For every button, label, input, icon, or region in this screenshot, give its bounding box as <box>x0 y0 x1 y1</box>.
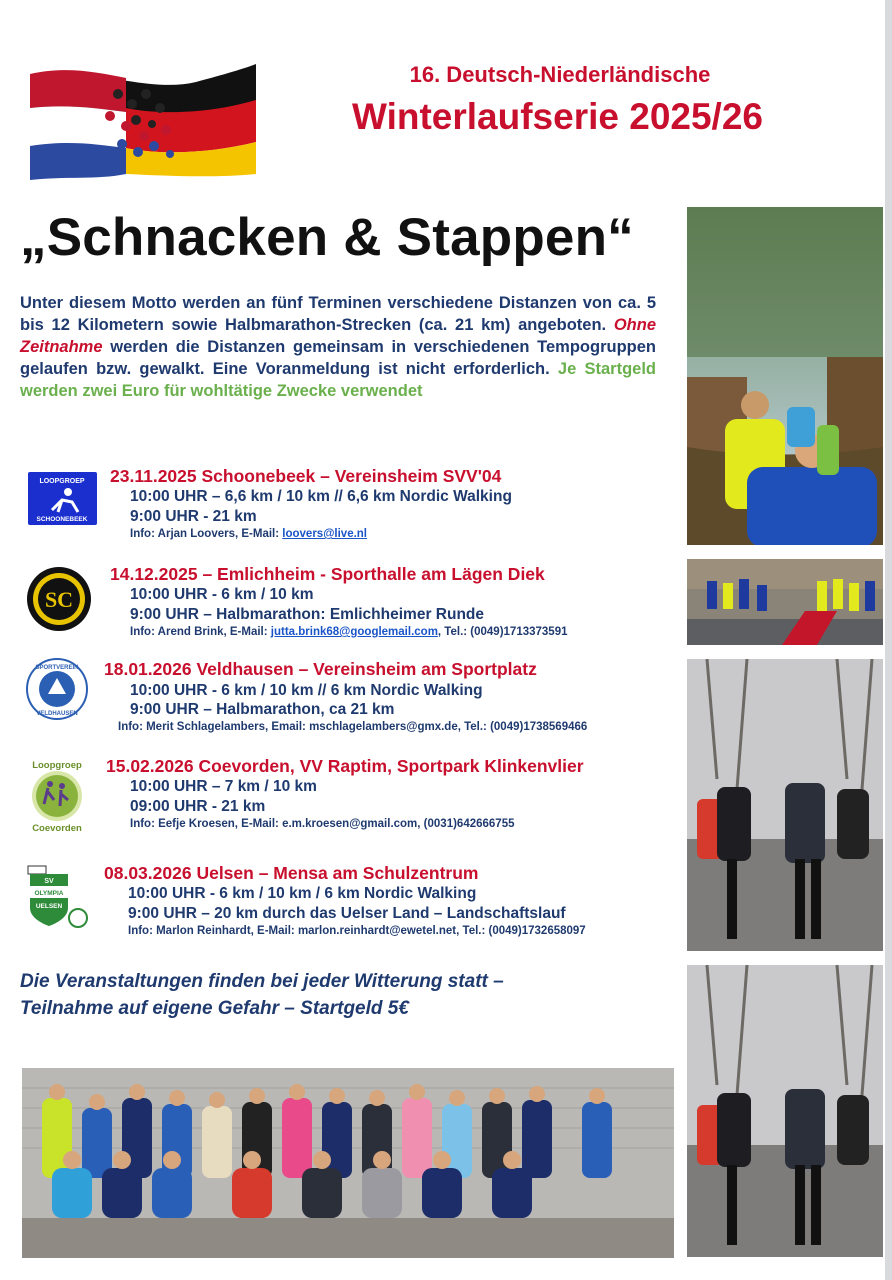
event-1-email-link[interactable]: loovers@live.nl <box>282 528 367 540</box>
runner-icon <box>28 472 97 525</box>
intro-highlight-charity: Je Startgeld werden zwei Euro für wohltätige Zwecke verwendet <box>20 360 656 400</box>
logo3-top-text: SPORTVEREIN <box>35 665 79 671</box>
logo3-bottom-text: VELDHAUSEN <box>36 711 78 717</box>
event-1-info <box>130 528 367 540</box>
intro-text-2: werden die Distanzen gemeinsam in verschiedenen Tempogruppen gelaufen bzw. gewalkt. Eine Voranmeldung ist nicht erforderlich. <box>20 338 656 378</box>
photo-group <box>22 1068 674 1258</box>
closing-line-2: Teilnahme auf eigene Gefahr – Startgeld 5€ <box>20 998 409 1019</box>
event-3-line-2: 9:00 UHR – Halbmarathon, ca 21 km <box>130 701 395 718</box>
logo1-top-text: LOOPGROEP <box>39 478 85 485</box>
closing-line-1: Die Veranstaltungen finden bei jeder Witterung statt – <box>20 971 504 992</box>
event-2-title: 14.12.2025 – Emlichheim - Sporthalle am Lägen Diek <box>110 564 545 584</box>
photo-foggy-run <box>687 659 883 951</box>
event-5-line-1: 10:00 UHR - 6 km / 10 km / 6 km Nordic Walking <box>128 885 477 902</box>
event-5-info: Info: Marlon Reinhardt, E-Mail: marlon.reinhardt@ewetel.net, Tel.: (0049)1732658097 <box>128 925 586 937</box>
logo2-text: SC <box>44 587 74 612</box>
series-subtitle: 16. Deutsch-Niederländische <box>409 62 711 87</box>
event-1-info-text: Info: Arjan Loovers, E-Mail: <box>130 528 283 540</box>
event-2-info <box>130 626 568 638</box>
logo5-top-text: SV <box>44 878 54 885</box>
event-4-title: 15.02.2026 Coevorden, VV Raptim, Sportpark Klinkenvlier <box>106 756 584 776</box>
logo-sv-olympia-uelsen <box>24 864 90 940</box>
event-3-line-1: 10:00 UHR - 6 km / 10 km // 6 km Nordic Walking <box>130 682 483 699</box>
series-title: Winterlaufserie 2025/26 <box>352 96 763 137</box>
event-4-line-2: 09:00 UHR - 21 km <box>130 798 266 815</box>
event-4-line-1: 10:00 UHR – 7 km / 10 km <box>130 778 317 795</box>
intro-paragraph <box>20 292 656 402</box>
event-3-info: Info: Merit Schlagelambers, Email: mschlagelambers@gmx.de, Tel.: (0049)1738569466 <box>118 721 588 733</box>
photo-foggy-run-2 <box>687 965 883 1257</box>
event-5-line-2: 9:00 UHR – 20 km durch das Uelser Land – Landschaftslauf <box>128 905 566 922</box>
logo-sc-emlichheim <box>24 566 94 632</box>
event-1-line-2: 9:00 UHR - 21 km <box>130 508 257 525</box>
logo5-bottom-text: UELSEN <box>35 903 63 910</box>
event-1-line-1: 10:00 UHR – 6,6 km / 10 km // 6,6 km Nordic Walking <box>130 488 512 505</box>
event-2-email-link[interactable]: jutta.brink68@googlemail.com <box>270 626 438 638</box>
logo4-top-text: Loopgroep <box>32 760 82 771</box>
event-2-info-after: , Tel.: (0049)1713373591 <box>437 626 568 638</box>
intro-highlight-no-timing: Ohne Zeitnahme <box>20 316 656 356</box>
logo4-bottom-text: Coevorden <box>32 823 82 834</box>
event-4-info: Info: Eefje Kroesen, E-Mail: e.m.kroesen@gmail.com, (0031)642666755 <box>130 818 515 830</box>
event-2-line-1: 10:00 UHR - 6 km / 10 km <box>130 586 314 603</box>
flag-logo <box>26 64 260 180</box>
closing-statement <box>20 968 640 1022</box>
intro-text-1: Unter diesem Motto werden an fünf Terminen verschiedene Distanzen von ca. 5 bis 12 Kilometern sowie Halbmarathon-Strecken (ca. 21 km) angeboten. <box>20 294 656 334</box>
logo5-mid-text: OLYMPIA <box>34 890 64 897</box>
event-2-line-2: 9:00 UHR – Halbmarathon: Emlichheimer Runde <box>130 606 484 623</box>
photo-forest-run <box>687 207 883 545</box>
logo-loopgroep-coevorden <box>24 756 90 834</box>
event-3-title: 18.01.2026 Veldhausen – Vereinsheim am Sportplatz <box>104 659 537 679</box>
event-1-title: 23.11.2025 Schoonebeek – Vereinsheim SVV'04 <box>110 466 502 486</box>
logo-loopgroep-schoonebeek <box>28 472 97 525</box>
page-frame-edge <box>885 0 892 1280</box>
logo1-bottom-text: SCHOONEBEEK <box>36 516 88 523</box>
photo-finish-line <box>687 559 883 645</box>
event-2-info-text: Info: Arend Brink, E-Mail: <box>130 626 271 638</box>
event-5-title: 08.03.2026 Uelsen – Mensa am Schulzentrum <box>104 863 479 883</box>
logo-sportverein-veldhausen <box>26 658 88 720</box>
motto-heading: „Schnacken & Stappen“ <box>20 208 634 267</box>
